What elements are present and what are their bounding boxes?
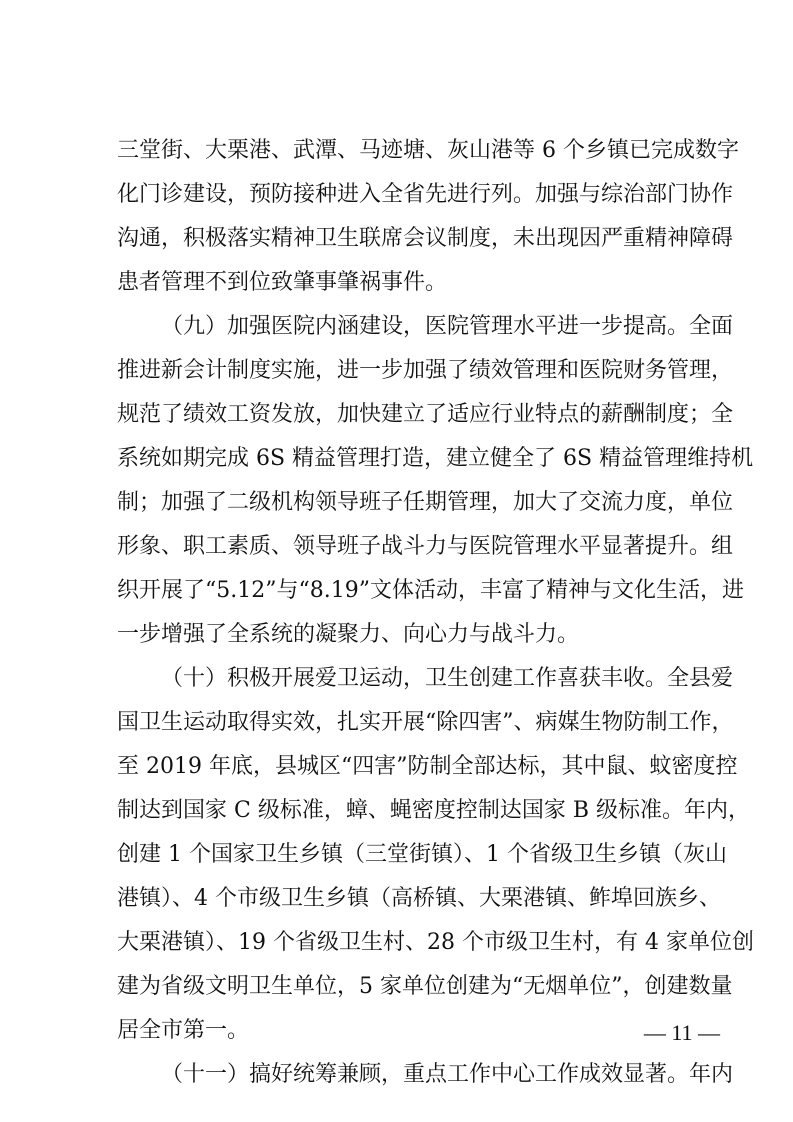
text-line: 港镇）、4 个市级卫生乡镇（高桥镇、大栗港镇、鲊埠回族乡、	[117, 886, 721, 911]
text-line: 建为省级文明卫生单位，5 家单位创建为“无烟单位”，创建数量	[117, 974, 733, 999]
text-line: 制；加强了二级机构领导班子任期管理，加大了交流力度，单位	[117, 490, 734, 515]
text-line: 患者管理不到位致肇事肇祸事件。	[117, 270, 448, 295]
text-line: 一步增强了全系统的凝聚力、向心力与战斗力。	[117, 622, 580, 647]
text-line: 推进新会计制度实施，进一步加强了绩效管理和医院财务管理，	[117, 358, 734, 383]
text-line: 居全市第一。	[117, 1018, 250, 1043]
page-number: — 11 —	[643, 1020, 720, 1045]
text-line: 形象、职工素质、领导班子战斗力与医院管理水平显著提升。组	[117, 534, 734, 559]
text-line: 规范了绩效工资发放，加快建立了适应行业特点的薪酬制度；全	[117, 402, 734, 427]
section-heading-line: （九）加强医院内涵建设，医院管理水平进一步提高。全面	[161, 314, 734, 339]
section-heading-line: （十）积极开展爱卫运动，卫生创建工作喜获丰收。全县爱	[161, 666, 734, 691]
text-line: 沟通，积极落实精神卫生联席会议制度，未出现因严重精神障碍	[117, 226, 734, 251]
text-line: 织开展了“5.12”与“8.19”文体活动，丰富了精神与文化生活，进	[117, 578, 744, 603]
text-line: 国卫生运动取得实效，扎实开展“除四害”、病媒生物防制工作，	[117, 710, 734, 735]
text-line: 系统如期完成 6S 精益管理打造，建立健全了 6S 精益管理维持机	[117, 446, 754, 471]
text-line: 三堂街、大栗港、武潭、马迹塘、灰山港等 6 个乡镇已完成数字	[117, 138, 739, 163]
text-line: 创建 1 个国家卫生乡镇（三堂街镇）、1 个省级卫生乡镇（灰山	[117, 842, 727, 867]
text-line: 大栗港镇）、19 个省级卫生村、28 个市级卫生村，有 4 家单位创	[117, 930, 754, 955]
text-line: 至 2019 年底，县城区“四害”防制全部达标，其中鼠、蚊密度控	[117, 754, 738, 779]
text-line: 制达到国家 C 级标准，蟑、蝇密度控制达国家 B 级标准。年内，	[117, 798, 750, 823]
text-line: 化门诊建设，预防接种进入全省先进行列。加强与综治部门协作	[117, 182, 734, 207]
section-heading-line: （十一）搞好统筹兼顾，重点工作中心工作成效显著。年内	[161, 1062, 734, 1087]
body-text	[117, 129, 754, 1097]
